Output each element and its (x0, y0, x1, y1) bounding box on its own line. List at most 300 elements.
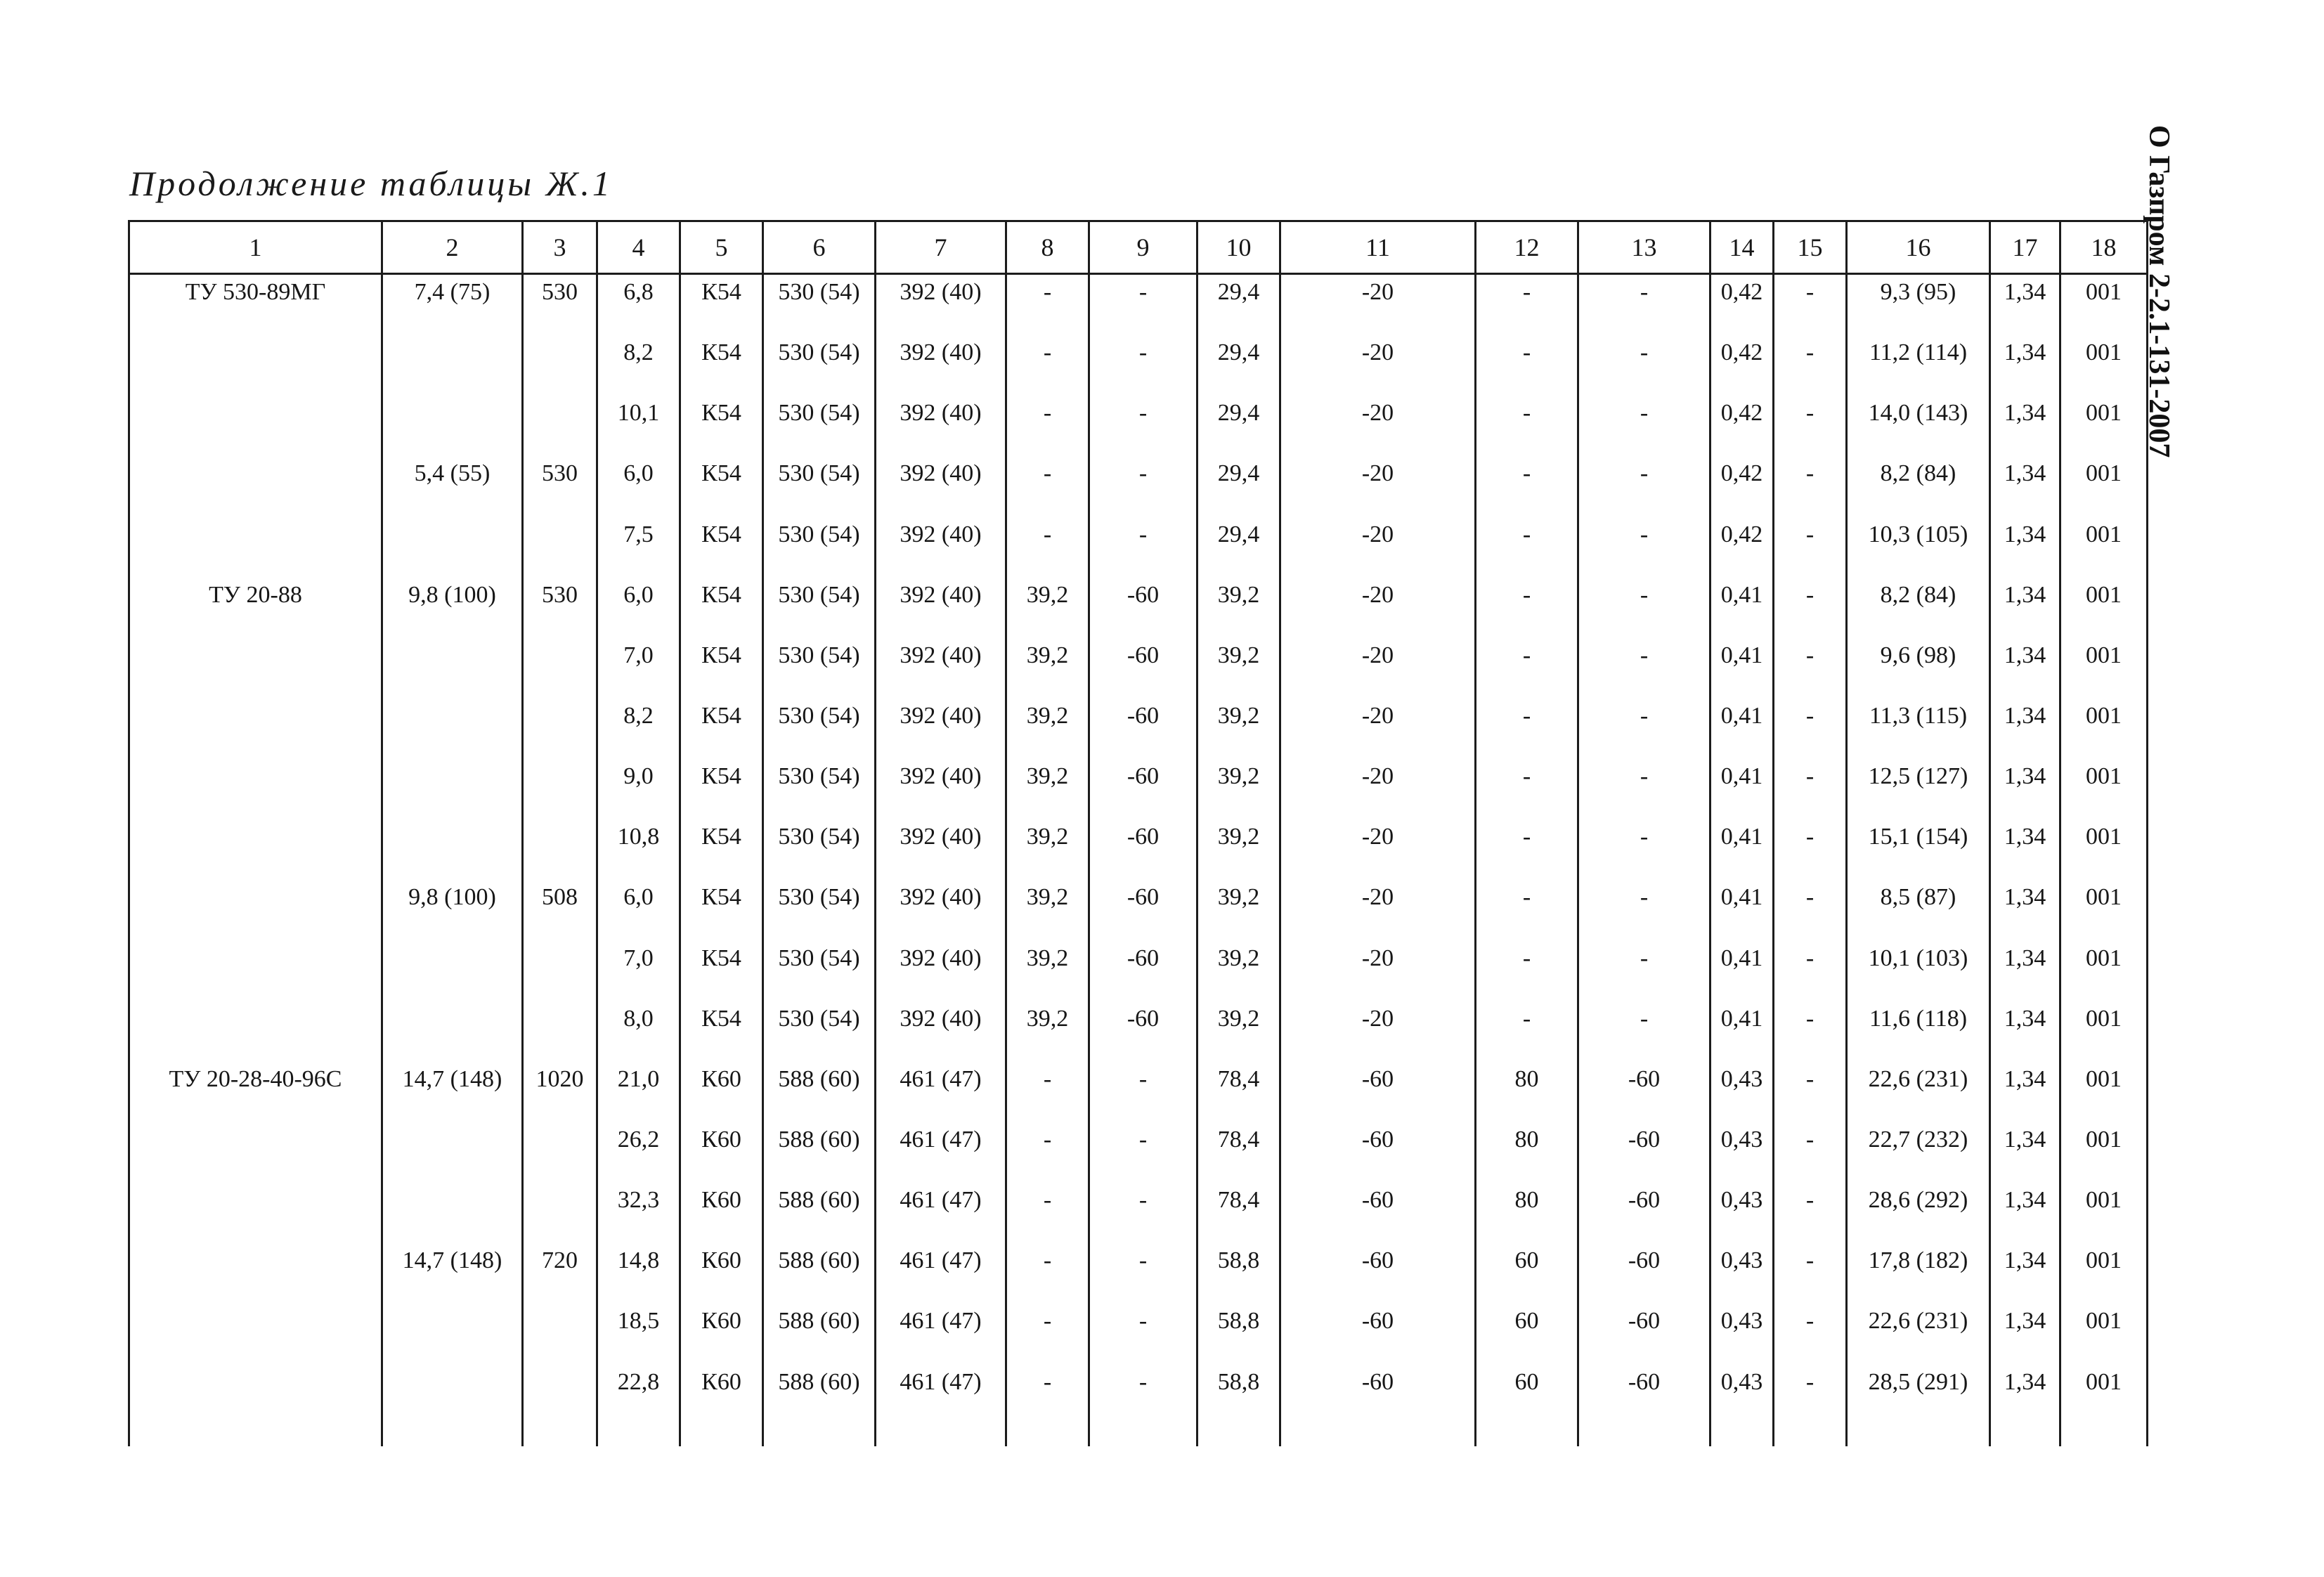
table-cell-col-15: - (1774, 1183, 1847, 1243)
table-cell-col-18: 001 (2060, 1243, 2148, 1304)
table-cell-col-13: - (1578, 396, 1710, 456)
table-cell-col-12: 60 (1476, 1365, 1578, 1425)
table-cell-col-15: - (1774, 880, 1847, 940)
table-cell-col-12: - (1476, 578, 1578, 638)
table-cell-col-15: - (1774, 638, 1847, 699)
table-cell-col-4: 32,3 (597, 1183, 680, 1243)
table-cell-col-14: 0,41 (1710, 578, 1774, 638)
table-cell-col-2 (382, 1365, 523, 1425)
table-cell-col-14: 0,42 (1710, 396, 1774, 456)
table-cell-col-15: - (1774, 396, 1847, 456)
table-cell-col-4: 26,2 (597, 1122, 680, 1183)
table-cell-col-1 (129, 1365, 382, 1425)
table-cell-col-3: 530 (523, 274, 597, 336)
column-header-16: 16 (1847, 221, 1990, 274)
table-cell-col-6: 588 (60) (763, 1304, 876, 1364)
table-cell-col-7: 392 (40) (876, 578, 1006, 638)
table-cell-col-18: 001 (2060, 578, 2148, 638)
table-cell-col-18: 001 (2060, 335, 2148, 396)
table-cell-col-13: - (1578, 759, 1710, 819)
table-cell-col-17: 1,34 (1990, 517, 2060, 578)
table-cell-col-11: -20 (1280, 880, 1476, 940)
table-cell-col-5: К54 (680, 578, 763, 638)
table-cell-col-3: 530 (523, 578, 597, 638)
table-cell-col-12: 80 (1476, 1062, 1578, 1122)
table-cell-col-17: 1,34 (1990, 699, 2060, 759)
table-cell-col-14: 0,43 (1710, 1243, 1774, 1304)
table-cell-col-2 (382, 699, 523, 759)
table-cell-col-16: 11,6 (118) (1847, 1001, 1990, 1062)
table-cell-col-15: - (1774, 1243, 1847, 1304)
table-continuation-cell (129, 1425, 382, 1446)
table-cell-col-15: - (1774, 578, 1847, 638)
table-cell-col-10: 39,2 (1197, 880, 1280, 940)
table-cell-col-9: - (1089, 1183, 1197, 1243)
table-cell-col-5: К54 (680, 699, 763, 759)
table-cell-col-5: К60 (680, 1183, 763, 1243)
table-cell-col-12: - (1476, 759, 1578, 819)
table-cell-col-5: К60 (680, 1062, 763, 1122)
table-cell-col-14: 0,43 (1710, 1183, 1774, 1243)
table-cell-col-9: - (1089, 335, 1197, 396)
table-cell-col-4: 8,2 (597, 699, 680, 759)
table-cell-col-16: 8,2 (84) (1847, 456, 1990, 517)
table-cell-col-5: К60 (680, 1243, 763, 1304)
table-cell-col-3: 530 (523, 456, 597, 517)
table-cell-col-13: -60 (1578, 1304, 1710, 1364)
table-cell-col-1 (129, 1183, 382, 1243)
table-cell-col-12: - (1476, 274, 1578, 336)
table-cell-col-5: К54 (680, 941, 763, 1001)
table-cell-col-1 (129, 941, 382, 1001)
table-cell-col-7: 392 (40) (876, 274, 1006, 336)
table-continuation-cell (876, 1425, 1006, 1446)
table-cell-col-8: - (1006, 1304, 1089, 1364)
table-cell-col-9: -60 (1089, 880, 1197, 940)
table-cell-col-11: -60 (1280, 1304, 1476, 1364)
table-cell-col-7: 392 (40) (876, 819, 1006, 880)
table-cell-col-7: 461 (47) (876, 1243, 1006, 1304)
table-cell-col-17: 1,34 (1990, 1062, 2060, 1122)
table-cell-col-10: 29,4 (1197, 274, 1280, 336)
table-continuation-cell (382, 1425, 523, 1446)
table-cell-col-18: 001 (2060, 759, 2148, 819)
table-cell-col-17: 1,34 (1990, 1365, 2060, 1425)
table-cell-col-12: - (1476, 396, 1578, 456)
table-cell-col-17: 1,34 (1990, 819, 2060, 880)
table-cell-col-2 (382, 759, 523, 819)
table-continuation-cell (1197, 1425, 1280, 1446)
table-cell-col-10: 58,8 (1197, 1304, 1280, 1364)
table-cell-col-2: 7,4 (75) (382, 274, 523, 336)
table-cell-col-17: 1,34 (1990, 1243, 2060, 1304)
table-cell-col-6: 530 (54) (763, 699, 876, 759)
column-header-6: 6 (763, 221, 876, 274)
table-row (129, 1243, 2148, 1304)
table-cell-col-14: 0,43 (1710, 1062, 1774, 1122)
table-cell-col-6: 588 (60) (763, 1183, 876, 1243)
table-cell-col-6: 530 (54) (763, 335, 876, 396)
table-row (129, 1365, 2148, 1425)
table-cell-col-14: 0,41 (1710, 638, 1774, 699)
table-cell-col-8: 39,2 (1006, 699, 1089, 759)
table-cell-col-18: 001 (2060, 396, 2148, 456)
table-cell-col-2: 9,8 (100) (382, 880, 523, 940)
table-cell-col-14: 0,41 (1710, 819, 1774, 880)
table-cell-col-10: 29,4 (1197, 517, 1280, 578)
table-cell-col-13: - (1578, 941, 1710, 1001)
table-cell-col-15: - (1774, 1062, 1847, 1122)
table-cell-col-17: 1,34 (1990, 880, 2060, 940)
table-continuation-cell (1847, 1425, 1990, 1446)
column-header-13: 13 (1578, 221, 1710, 274)
document-code: О Газпром 2-2.1-131-2007 (2143, 125, 2175, 458)
table-cell-col-9: -60 (1089, 819, 1197, 880)
column-header-1: 1 (129, 221, 382, 274)
table-cell-col-8: - (1006, 274, 1089, 336)
table-cell-col-8: - (1006, 456, 1089, 517)
table-cell-col-7: 392 (40) (876, 396, 1006, 456)
table-cell-col-17: 1,34 (1990, 759, 2060, 819)
column-header-10: 10 (1197, 221, 1280, 274)
table-cell-col-13: - (1578, 1001, 1710, 1062)
table-cell-col-2 (382, 396, 523, 456)
table-cell-col-3 (523, 699, 597, 759)
table-cell-col-1 (129, 1243, 382, 1304)
table-cell-col-2 (382, 1183, 523, 1243)
table-cell-col-8: 39,2 (1006, 578, 1089, 638)
table-cell-col-18: 001 (2060, 819, 2148, 880)
table-cell-col-3 (523, 819, 597, 880)
column-header-7: 7 (876, 221, 1006, 274)
table-cell-col-18: 001 (2060, 1062, 2148, 1122)
table-cell-col-5: К60 (680, 1365, 763, 1425)
table-cell-col-17: 1,34 (1990, 638, 2060, 699)
table-cell-col-2 (382, 335, 523, 396)
table-cell-col-18: 001 (2060, 274, 2148, 336)
table-cell-col-16: 9,6 (98) (1847, 638, 1990, 699)
table-cell-col-3 (523, 335, 597, 396)
table-row (129, 941, 2148, 1001)
table-cell-col-12: - (1476, 638, 1578, 699)
table-row (129, 517, 2148, 578)
table-cell-col-1: ТУ 20-28-40-96С (129, 1062, 382, 1122)
table-cell-col-14: 0,42 (1710, 456, 1774, 517)
table-cell-col-6: 530 (54) (763, 638, 876, 699)
table-cell-col-6: 530 (54) (763, 880, 876, 940)
table-cell-col-1 (129, 1001, 382, 1062)
table-cell-col-15: - (1774, 941, 1847, 1001)
table-cell-col-18: 001 (2060, 1304, 2148, 1364)
table-row (129, 880, 2148, 940)
table-cell-col-8: 39,2 (1006, 819, 1089, 880)
table-cell-col-13: - (1578, 335, 1710, 396)
table-cell-col-3: 508 (523, 880, 597, 940)
table-cell-col-11: -20 (1280, 396, 1476, 456)
table-cell-col-14: 0,43 (1710, 1365, 1774, 1425)
table-cell-col-10: 78,4 (1197, 1062, 1280, 1122)
table-cell-col-10: 58,8 (1197, 1243, 1280, 1304)
table-cell-col-10: 29,4 (1197, 456, 1280, 517)
table-cell-col-9: -60 (1089, 699, 1197, 759)
table-cell-col-1 (129, 335, 382, 396)
table-cell-col-11: -60 (1280, 1183, 1476, 1243)
table-continuation-cell (2060, 1425, 2148, 1446)
table-cell-col-16: 11,2 (114) (1847, 335, 1990, 396)
table-cell-col-7: 392 (40) (876, 699, 1006, 759)
table-cell-col-1 (129, 638, 382, 699)
table-cell-col-4: 14,8 (597, 1243, 680, 1304)
table-cell-col-9: - (1089, 517, 1197, 578)
table-cell-col-3 (523, 941, 597, 1001)
table-row (129, 1122, 2148, 1183)
table-cell-col-7: 392 (40) (876, 941, 1006, 1001)
table-cell-col-3 (523, 1365, 597, 1425)
table-header-row (129, 221, 2148, 274)
table-cell-col-11: -20 (1280, 335, 1476, 396)
table-continuation-cell (763, 1425, 876, 1446)
table-cell-col-12: - (1476, 699, 1578, 759)
table-cell-col-17: 1,34 (1990, 1183, 2060, 1243)
column-header-3: 3 (523, 221, 597, 274)
table-cell-col-11: -20 (1280, 517, 1476, 578)
table-row (129, 578, 2148, 638)
table-cell-col-17: 1,34 (1990, 941, 2060, 1001)
table-cell-col-4: 6,0 (597, 456, 680, 517)
column-header-9: 9 (1089, 221, 1197, 274)
table-cell-col-5: К54 (680, 335, 763, 396)
table-cell-col-8: 39,2 (1006, 759, 1089, 819)
table-cell-col-10: 39,2 (1197, 941, 1280, 1001)
table-cell-col-6: 588 (60) (763, 1062, 876, 1122)
table-cell-col-12: 80 (1476, 1122, 1578, 1183)
table-cell-col-13: -60 (1578, 1365, 1710, 1425)
table-cell-col-16: 22,6 (231) (1847, 1304, 1990, 1364)
table-cell-col-2: 9,8 (100) (382, 578, 523, 638)
table-row (129, 335, 2148, 396)
table-cell-col-16: 8,5 (87) (1847, 880, 1990, 940)
table-continuation-cell (1710, 1425, 1774, 1446)
table-cell-col-9: - (1089, 1122, 1197, 1183)
table-cell-col-12: - (1476, 941, 1578, 1001)
table-cell-col-1 (129, 396, 382, 456)
table-cell-col-14: 0,41 (1710, 699, 1774, 759)
table-caption: Продолжение таблицы Ж.1 (129, 164, 613, 203)
table-cell-col-17: 1,34 (1990, 396, 2060, 456)
table-cell-col-16: 9,3 (95) (1847, 274, 1990, 336)
table-cell-col-4: 10,8 (597, 819, 680, 880)
table-cell-col-12: 60 (1476, 1243, 1578, 1304)
table-cell-col-14: 0,42 (1710, 274, 1774, 336)
table-cell-col-8: - (1006, 1122, 1089, 1183)
table-cell-col-12: - (1476, 517, 1578, 578)
table-cell-col-8: 39,2 (1006, 880, 1089, 940)
table-row (129, 638, 2148, 699)
table-cell-col-10: 39,2 (1197, 699, 1280, 759)
table-cell-col-7: 461 (47) (876, 1062, 1006, 1122)
table-cell-col-14: 0,41 (1710, 1001, 1774, 1062)
table-continuation-cell (680, 1425, 763, 1446)
table-cell-col-2 (382, 819, 523, 880)
table-cell-col-6: 530 (54) (763, 274, 876, 336)
table-cell-col-15: - (1774, 699, 1847, 759)
table-cell-col-15: - (1774, 456, 1847, 517)
table-cell-col-5: К54 (680, 880, 763, 940)
table-cell-col-1: ТУ 530-89МГ (129, 274, 382, 336)
table-cell-col-4: 22,8 (597, 1365, 680, 1425)
table-cell-col-9: - (1089, 1304, 1197, 1364)
table-cell-col-4: 6,0 (597, 880, 680, 940)
table-cell-col-7: 392 (40) (876, 638, 1006, 699)
table-cell-col-13: - (1578, 274, 1710, 336)
column-header-12: 12 (1476, 221, 1578, 274)
column-header-8: 8 (1006, 221, 1089, 274)
table-cell-col-13: -60 (1578, 1243, 1710, 1304)
table-cell-col-2: 14,7 (148) (382, 1062, 523, 1122)
table-cell-col-18: 001 (2060, 1122, 2148, 1183)
table-cell-col-9: - (1089, 396, 1197, 456)
table-continuation-cell (1006, 1425, 1089, 1446)
table-cell-col-12: - (1476, 456, 1578, 517)
table-cell-col-2 (382, 638, 523, 699)
table-continuation-cell (1774, 1425, 1847, 1446)
table-cell-col-8: - (1006, 1062, 1089, 1122)
table-cell-col-15: - (1774, 1304, 1847, 1364)
table-cell-col-14: 0,41 (1710, 941, 1774, 1001)
table-cell-col-17: 1,34 (1990, 578, 2060, 638)
column-header-11: 11 (1280, 221, 1476, 274)
data-table (128, 220, 2148, 1446)
table-cell-col-14: 0,43 (1710, 1122, 1774, 1183)
table-cell-col-4: 9,0 (597, 759, 680, 819)
table-cell-col-9: -60 (1089, 1001, 1197, 1062)
table-cell-col-9: - (1089, 274, 1197, 336)
table-cell-col-16: 10,3 (105) (1847, 517, 1990, 578)
table-cell-col-9: - (1089, 1243, 1197, 1304)
column-header-4: 4 (597, 221, 680, 274)
table-cell-col-8: - (1006, 1243, 1089, 1304)
table-cell-col-1 (129, 1122, 382, 1183)
table-cell-col-2: 5,4 (55) (382, 456, 523, 517)
table-row (129, 1304, 2148, 1364)
table-cell-col-11: -20 (1280, 941, 1476, 1001)
table-cell-col-9: - (1089, 1062, 1197, 1122)
table-cell-col-5: К54 (680, 517, 763, 578)
table-cell-col-6: 530 (54) (763, 517, 876, 578)
table-cell-col-4: 10,1 (597, 396, 680, 456)
table-cell-col-4: 7,5 (597, 517, 680, 578)
table-cell-col-14: 0,42 (1710, 335, 1774, 396)
table-cell-col-16: 10,1 (103) (1847, 941, 1990, 1001)
table-cell-col-6: 530 (54) (763, 1001, 876, 1062)
table-cell-col-4: 21,0 (597, 1062, 680, 1122)
table-cell-col-1 (129, 456, 382, 517)
table-cell-col-15: - (1774, 1001, 1847, 1062)
table-cell-col-9: -60 (1089, 578, 1197, 638)
table-cell-col-3 (523, 1001, 597, 1062)
table-cell-col-13: -60 (1578, 1183, 1710, 1243)
table-cell-col-6: 530 (54) (763, 396, 876, 456)
table-cell-col-10: 39,2 (1197, 638, 1280, 699)
table-cell-col-1 (129, 759, 382, 819)
table-cell-col-18: 001 (2060, 699, 2148, 759)
table-cell-col-8: - (1006, 335, 1089, 396)
table-cell-col-6: 530 (54) (763, 456, 876, 517)
table-cell-col-6: 530 (54) (763, 759, 876, 819)
table-cell-col-13: -60 (1578, 1062, 1710, 1122)
table-cell-col-9: -60 (1089, 759, 1197, 819)
table-cell-col-17: 1,34 (1990, 335, 2060, 396)
table-cell-col-10: 78,4 (1197, 1183, 1280, 1243)
table-cell-col-12: - (1476, 819, 1578, 880)
table-cell-col-16: 22,7 (232) (1847, 1122, 1990, 1183)
table-cell-col-3: 1020 (523, 1062, 597, 1122)
table-cell-col-10: 39,2 (1197, 759, 1280, 819)
table-cell-col-16: 11,3 (115) (1847, 699, 1990, 759)
table-cell-col-11: -20 (1280, 456, 1476, 517)
table-cell-col-7: 461 (47) (876, 1183, 1006, 1243)
table-cell-col-15: - (1774, 1365, 1847, 1425)
table-cell-col-2: 14,7 (148) (382, 1243, 523, 1304)
table-cell-col-5: К54 (680, 456, 763, 517)
table-cell-col-3 (523, 1183, 597, 1243)
table-cell-col-10: 29,4 (1197, 335, 1280, 396)
table-cell-col-17: 1,34 (1990, 456, 2060, 517)
table-cell-col-16: 17,8 (182) (1847, 1243, 1990, 1304)
table-cell-col-18: 001 (2060, 456, 2148, 517)
table-cell-col-8: - (1006, 1183, 1089, 1243)
table-cell-col-17: 1,34 (1990, 1122, 2060, 1183)
table-cell-col-6: 588 (60) (763, 1365, 876, 1425)
table-cell-col-16: 12,5 (127) (1847, 759, 1990, 819)
table-cell-col-5: К60 (680, 1304, 763, 1364)
table-cell-col-13: - (1578, 578, 1710, 638)
table-cell-col-5: К54 (680, 1001, 763, 1062)
table-row (129, 456, 2148, 517)
table-cell-col-10: 39,2 (1197, 578, 1280, 638)
table-cell-col-13: - (1578, 819, 1710, 880)
table-continuation-cell (1089, 1425, 1197, 1446)
table-cell-col-11: -60 (1280, 1062, 1476, 1122)
table-continuation-cell (1476, 1425, 1578, 1446)
table-cell-col-18: 001 (2060, 1001, 2148, 1062)
table-cell-col-7: 392 (40) (876, 1001, 1006, 1062)
table-cell-col-1 (129, 1304, 382, 1364)
table-cell-col-8: 39,2 (1006, 638, 1089, 699)
table-cell-col-17: 1,34 (1990, 1304, 2060, 1364)
table-cell-col-7: 461 (47) (876, 1304, 1006, 1364)
table-cell-col-18: 001 (2060, 1365, 2148, 1425)
column-header-15: 15 (1774, 221, 1847, 274)
table-cell-col-4: 7,0 (597, 638, 680, 699)
table-cell-col-4: 6,0 (597, 578, 680, 638)
table-cell-col-18: 001 (2060, 880, 2148, 940)
table-row (129, 699, 2148, 759)
table-cell-col-3 (523, 638, 597, 699)
table-cell-col-8: 39,2 (1006, 1001, 1089, 1062)
table-cell-col-6: 530 (54) (763, 578, 876, 638)
table-cell-col-8: - (1006, 396, 1089, 456)
table-cell-col-14: 0,41 (1710, 759, 1774, 819)
table-cell-col-18: 001 (2060, 941, 2148, 1001)
table-cell-col-11: -20 (1280, 759, 1476, 819)
table-cell-col-6: 588 (60) (763, 1243, 876, 1304)
table-cell-col-11: -60 (1280, 1243, 1476, 1304)
table-cell-col-1 (129, 819, 382, 880)
table-cell-col-11: -20 (1280, 819, 1476, 880)
table-cell-col-8: 39,2 (1006, 941, 1089, 1001)
table-cell-col-13: - (1578, 638, 1710, 699)
